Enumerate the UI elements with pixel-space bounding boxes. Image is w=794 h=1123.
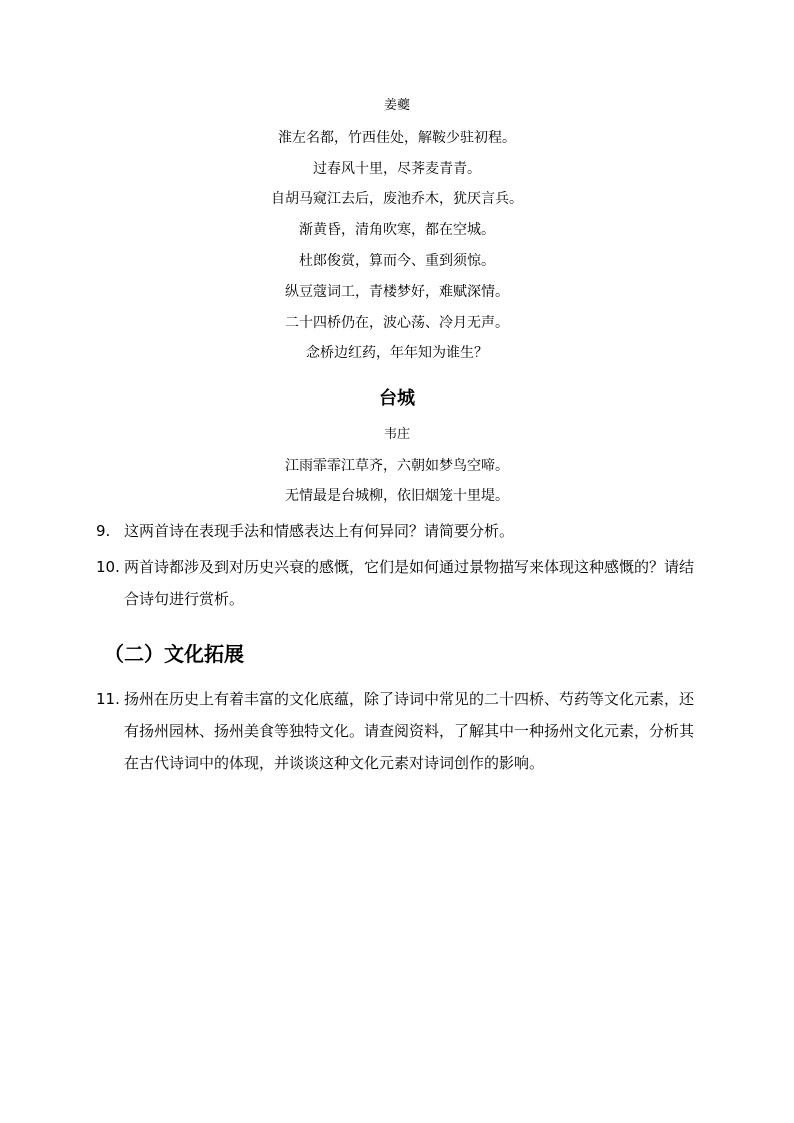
- poem1-line-4: 渐黄昏，清角吹寒，都在空城。: [299, 222, 495, 238]
- poem2-line-1: 江雨霏霏江草齐，六朝如梦鸟空啼。: [285, 458, 509, 474]
- poem1-line-8: 念桥边红药，年年知为谁生？: [306, 345, 488, 361]
- poem1-line-1: 淮左名都，竹西佳处，解鞍少驻初程。: [278, 130, 516, 146]
- question-number: 9.: [96, 522, 111, 540]
- poem2-title: 台城: [379, 388, 415, 409]
- question-10: [96, 551, 706, 615]
- question-number: 11.: [96, 690, 120, 708]
- poem1-author: 姜夔: [383, 98, 410, 113]
- poem2-line-2: 无情最是台城柳，依旧烟笼十里堤。: [285, 488, 509, 504]
- question-9: [96, 515, 706, 547]
- question-text: 扬州在历史上有着丰富的文化底蕴，除了诗词中常见的二十四桥、芍药等文化元素，还有扬州园林、扬州美食等独特文化。请查阅资料，了解其中一种扬州文化元素，分析其在古代诗词中的体现，并谈谈这种文化元素对诗词创作的影响。: [124, 690, 695, 772]
- poem1-line-3: 自胡马窥江去后，废池乔木，犹厌言兵。: [271, 191, 523, 207]
- poem1-line-7: 二十四桥仍在，波心荡、冷月无声。: [285, 315, 509, 331]
- question-text: 这两首诗在表现手法和情感表达上有何异同？请简要分析。: [124, 522, 515, 540]
- poem2-author: 韦庄: [383, 427, 410, 442]
- question-11: [96, 683, 706, 779]
- poem1-line-5: 杜郎俊赏，算而今、重到须惊。: [299, 253, 495, 269]
- question-number: 10.: [96, 558, 120, 576]
- question-text: 两首诗都涉及到对历史兴衰的感慨，它们是如何通过景物描写来体现这种感慨的？请结合诗句进行赏析。: [124, 558, 695, 608]
- poem1-line-2: 过春风十里，尽荠麦青青。: [313, 161, 481, 177]
- poem1-line-6: 纵豆蔻词工，青楼梦好，难赋深情。: [285, 284, 509, 300]
- section-heading: （二）文化拓展: [104, 642, 244, 666]
